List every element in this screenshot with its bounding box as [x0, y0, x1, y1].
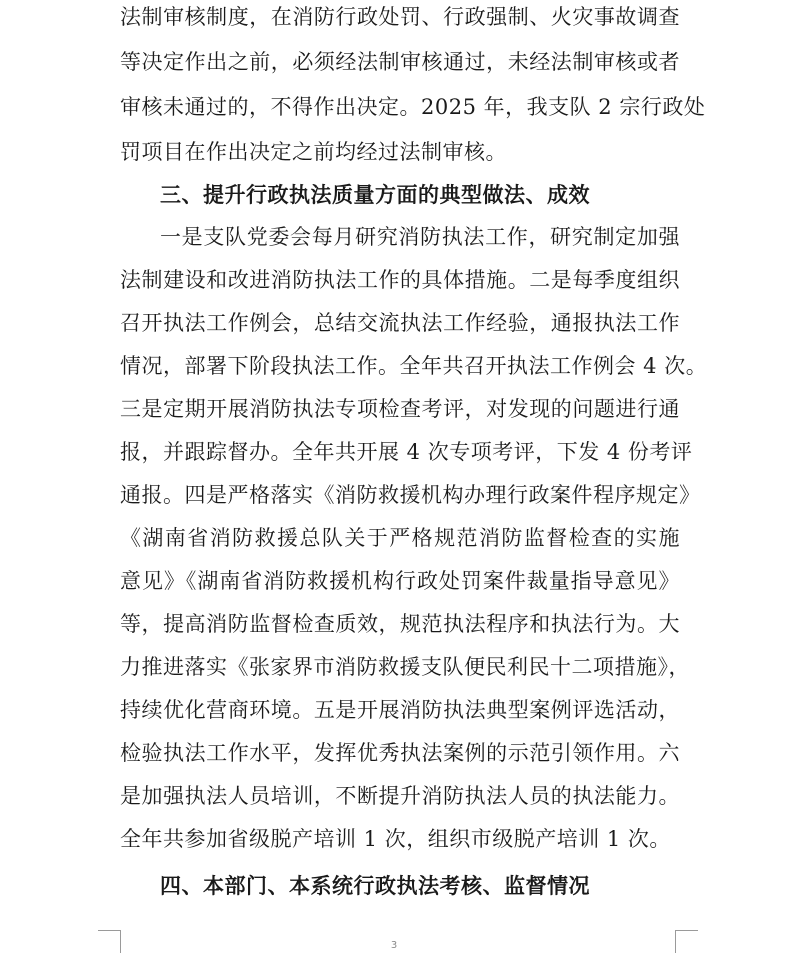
paragraph-line: 全年共参加省级脱产培训 1 次，组织市级脱产培训 1 次。 — [120, 827, 671, 851]
paragraph-line: 等，提高消防监督检查质效，规范执法程序和执法行为。大 — [120, 612, 680, 636]
paragraph-line: 三是定期开展消防执法专项检查考评，对发现的问题进行通 — [120, 397, 680, 421]
margin-corner-mark-right — [675, 930, 698, 953]
paragraph-line: 《湖南省消防救援总队关于严格规范消防监督检查的实施 — [120, 526, 680, 550]
paragraph-line: 力推进落实《张家界市消防救援支队便民利民十二项措施》， — [120, 655, 690, 679]
section-four-heading: 四、本部门、本系统行政执法考核、监督情况 — [160, 874, 590, 898]
paragraph-line: 一是支队党委会每月研究消防执法工作，研究制定加强 — [160, 225, 680, 249]
paragraph-line: 情况，部署下阶段执法工作。全年共召开执法工作例会 4 次。 — [120, 354, 708, 378]
section-three-heading: 三、提升行政执法质量方面的典型做法、成效 — [160, 183, 590, 207]
paragraph-line: 报，并跟踪督办。全年共开展 4 次专项考评，下发 4 份考评 — [120, 440, 693, 464]
paragraph-line: 持续优化营商环境。五是开展消防执法典型案例评选活动， — [120, 698, 680, 722]
paragraph-line: 等决定作出之前，必须经法制审核通过，未经法制审核或者 — [120, 50, 680, 74]
paragraph-line: 罚项目在作出决定之前均经过法制审核。 — [120, 140, 507, 164]
paragraph-line: 意见》《湖南省消防救援机构行政处罚案件裁量指导意见》 — [120, 569, 680, 593]
paragraph-line: 通报。四是严格落实《消防救援机构办理行政案件程序规定》 — [120, 483, 701, 507]
paragraph-line: 是加强执法人员培训，不断提升消防执法人员的执法能力。 — [120, 784, 680, 808]
margin-corner-mark-left — [98, 930, 121, 953]
paragraph-line: 审核未通过的，不得作出决定。2025 年，我支队 2 宗行政处 — [120, 95, 706, 119]
page-number: 3 — [390, 940, 398, 951]
paragraph-line: 检验执法工作水平，发挥优秀执法案例的示范引领作用。六 — [120, 741, 680, 765]
paragraph-line: 法制审核制度，在消防行政处罚、行政强制、火灾事故调查 — [120, 5, 680, 29]
paragraph-line: 召开执法工作例会，总结交流执法工作经验，通报执法工作 — [120, 311, 680, 335]
paragraph-line: 法制建设和改进消防执法工作的具体措施。二是每季度组织 — [120, 268, 680, 292]
